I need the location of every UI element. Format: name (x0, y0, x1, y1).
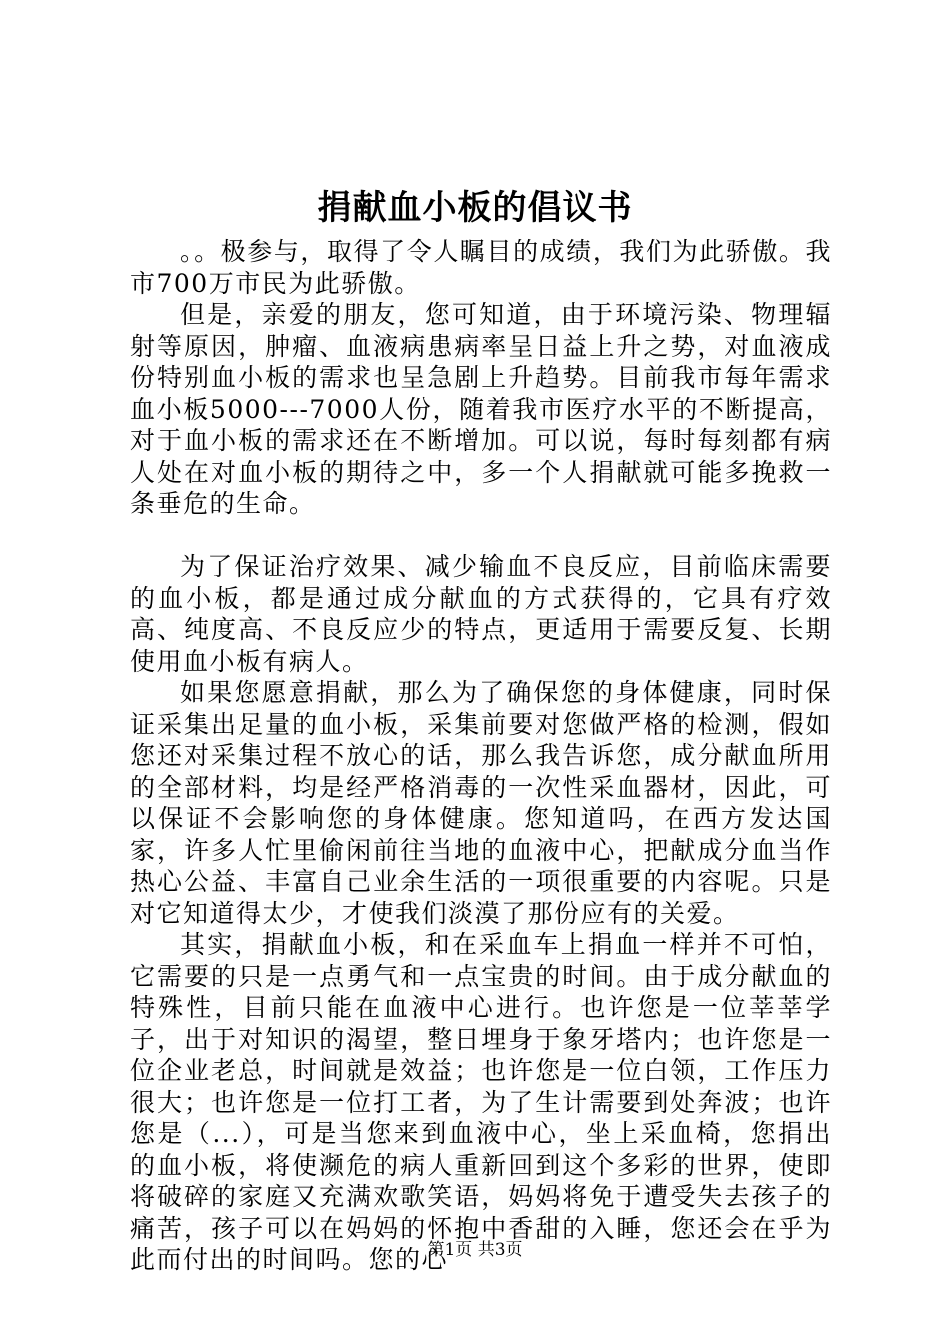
paragraph-2: 但是，亲爱的朋友，您可知道，由于环境污染、物理辐射等原因，肿瘤、血液病患病率呈日益上升之势，对血液成份特别血小板的需求也呈急剧上升趋势。目前我市每年需求血小板5000---7000人份，随着我市医疗水平的不断提高，对于血小板的需求还在不断增加。可以说，每时每刻都有病人处在对血小板的期待之中，多一个人捐献就可能多挽救一条垂危的生命。 (130, 300, 832, 518)
paragraph-4: 如果您愿意捐献，那么为了确保您的身体健康，同时保证采集出足量的血小板，采集前要对您做严格的检测，假如您还对采集过程不放心的话，那么我告诉您，成分献血所用的全部材料，均是经严格消毒的一次性采血器材，因此，可以保证不会影响您的身体健康。您知道吗，在西方发达国家，许多人忙里偷闲前往当地的血液中心，把献成分血当作热心公益、丰富自己业余生活的一项很重要的内容呢。只是对它知道得太少，才使我们淡漠了那份应有的关爱。 (130, 678, 832, 928)
page-footer: 第1页 共3页 (427, 1240, 523, 1260)
document-body (130, 236, 832, 1276)
paragraph-3: 为了保证治疗效果、减少输血不良反应，目前临床需要的血小板，都是通过成分献血的方式获得的，它具有疗效高、纯度高、不良反应少的特点，更适用于需要反复、长期使用血小板有病人。 (130, 552, 832, 676)
paragraph-1: 。。极参与，取得了令人瞩目的成绩，我们为此骄傲。我市700万市民为此骄傲。 (130, 237, 832, 298)
document-title: 捐献血小板的倡议书 (317, 188, 633, 228)
paragraph-5: 其实，捐献血小板，和在采血车上捐血一样并不可怕，它需要的只是一点勇气和一点宝贵的时间。由于成分献血的特殊性，目前只能在血液中心进行。也许您是一位莘莘学子，出于对知识的渴望，整日埋身于象牙塔内；也许您是一位企业老总，时间就是效益；也许您是一位白领，工作压力很大；也许您是一位打工者，为了生计需要到处奔波；也许您是（...），可是当您来到血液中心，坐上采血椅，您捐出的血小板，将使濒危的病人重新回到这个多彩的世界，使即将破碎的家庭又充满欢歌笑语，妈妈将免于遭受失去孩子的痛苦，孩子可以在妈妈的怀抱中香甜的入睡，您还会在乎为此而付出的时间吗。您的心 (130, 930, 832, 1274)
paragraph-spacer (130, 520, 832, 552)
